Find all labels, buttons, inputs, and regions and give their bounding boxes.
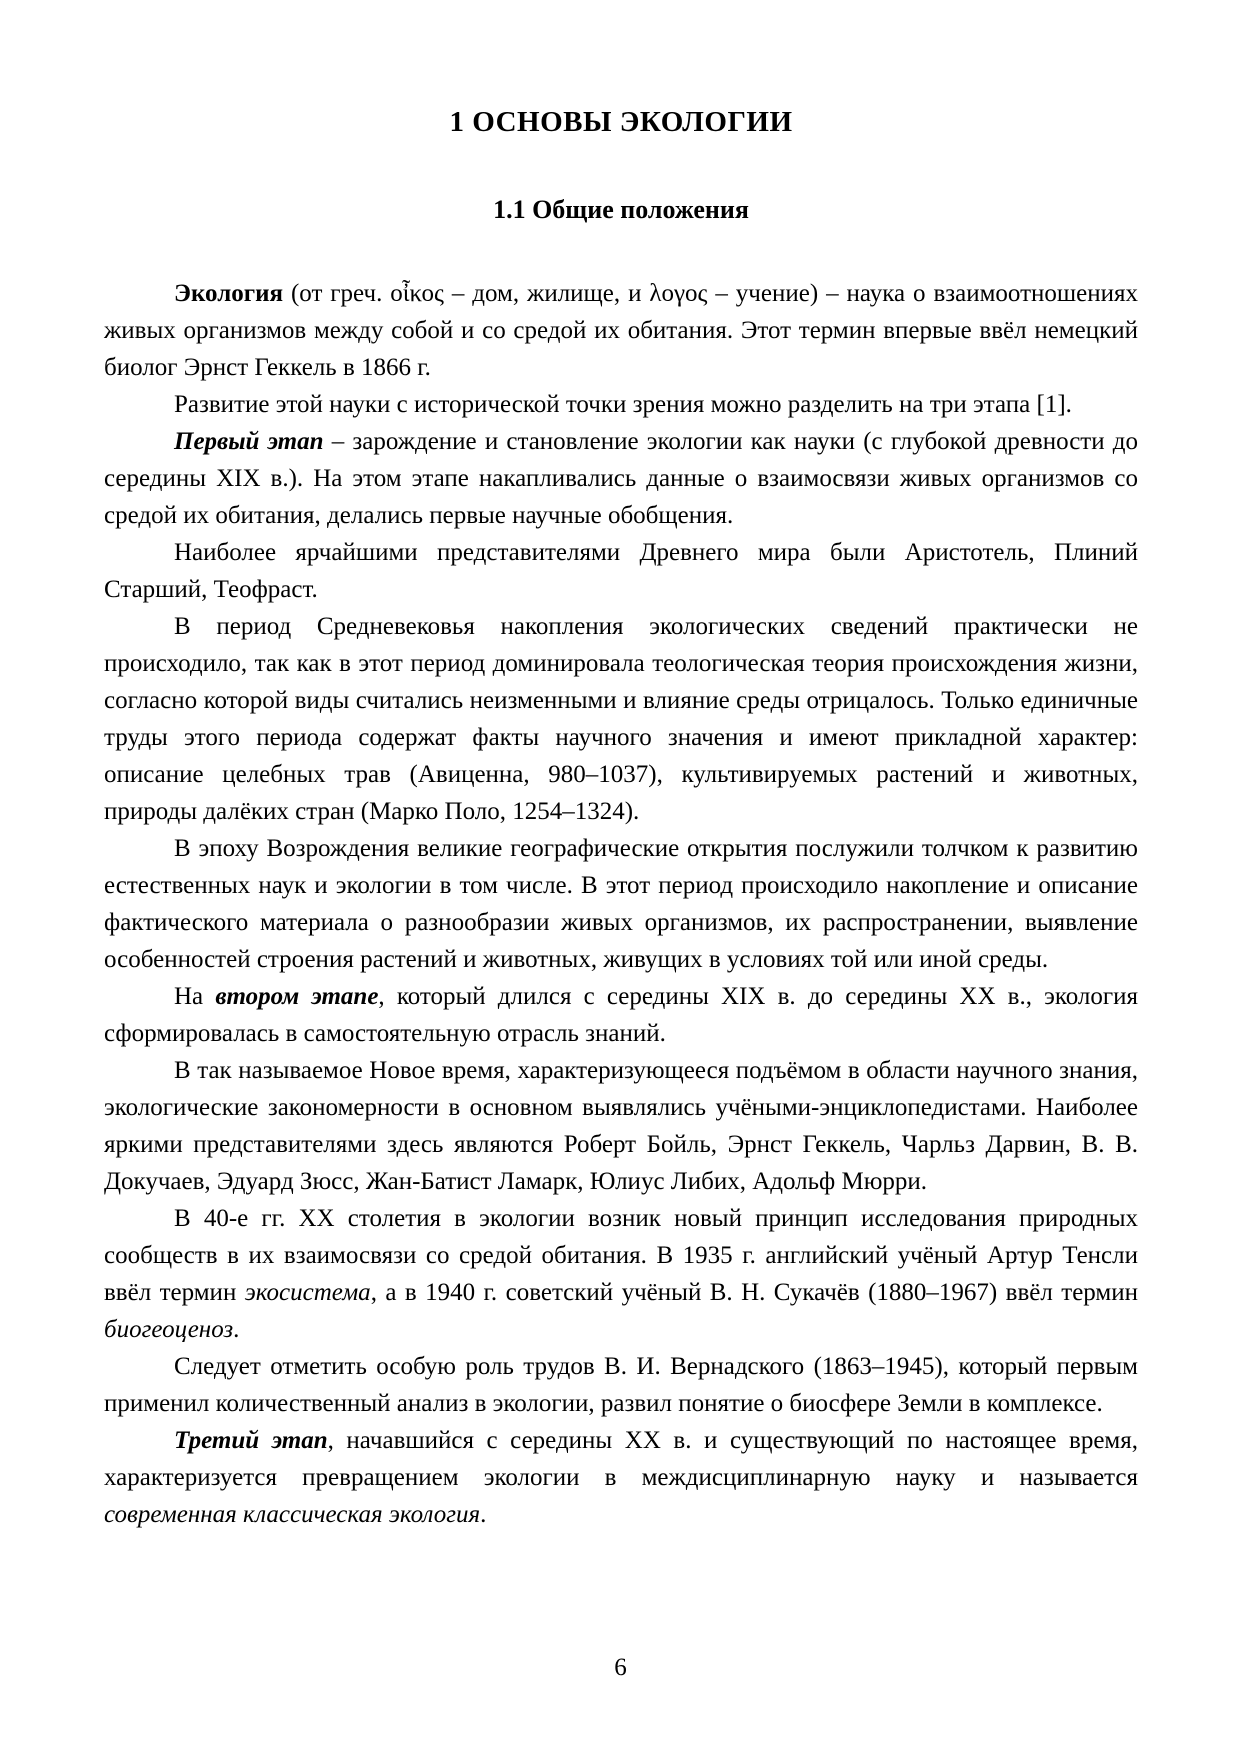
text-segment: Третий этап xyxy=(174,1427,328,1454)
text-segment: – зарождение и становление экологии как науки (с глубокой древности до середины XIX в.). На этом этапе накапливались данные о взаимосвязи живых организмов со средой их обитания, делались первые научные обобщения. xyxy=(104,428,1138,529)
paragraph xyxy=(104,423,1138,534)
text-segment: экосистема xyxy=(244,1279,371,1306)
paragraph xyxy=(104,608,1138,830)
paragraph xyxy=(104,1200,1138,1348)
paragraph xyxy=(104,275,1138,386)
text-segment: Следует отметить особую роль трудов В. И. Вернадского (1863–1945), который первым применил количественный анализ в экологии, развил понятие о биосфере Земли в комплексе. xyxy=(104,1353,1138,1417)
paragraph xyxy=(104,1052,1138,1200)
text-segment: Первый этап xyxy=(174,428,324,455)
text-segment: , начавшийся с середины XX в. и существующий по настоящее время, характеризуется превращением экологии в междисциплинарную науку и называется xyxy=(104,1427,1138,1491)
text-segment: (от греч. οἶκος – дом, жилище, и λογος – учение) – наука о взаимоотношениях живых организмов между собой и со средой их обитания. Этот термин впервые ввёл немецкий биолог Эрнст Геккель в 1866 г. xyxy=(104,280,1138,381)
text-segment: биогеоценоз xyxy=(104,1316,234,1343)
page-number: 6 xyxy=(614,1654,627,1681)
text-segment: Наиболее ярчайшими представителями Древнего мира были Аристотель, Плиний Старший, Теофраст. xyxy=(104,539,1138,603)
page-content xyxy=(104,0,1138,1533)
text-segment: Развитие этой науки с исторической точки зрения можно разделить на три этапа [1]. xyxy=(174,391,1072,418)
section-title: 1.1 Общие положения xyxy=(493,195,749,224)
paragraph xyxy=(104,386,1138,423)
text-segment: В так называемое Новое время, характеризующееся подъёмом в области научного знания, экологические закономерности в основном выявлялись учёными-энциклопедистами. Наиболее яркими представителями здесь являются Роберт Бойль, Эрнст Геккель, Чарльз Дарвин, В. В. Докучаев, Эдуард Зюсс, Жан-Батист Ламарк, Юлиус Либих, Адольф Мюрри. xyxy=(104,1057,1138,1195)
paragraph xyxy=(104,534,1138,608)
text-segment: втором этапе xyxy=(215,983,379,1010)
text-segment: Экология xyxy=(174,280,284,307)
text-segment: , а в 1940 г. советский учёный В. Н. Сукачёв (1880–1967) ввёл термин xyxy=(370,1279,1138,1306)
text-segment: На xyxy=(174,983,216,1010)
text-segment: . xyxy=(480,1501,487,1528)
text-segment: . xyxy=(233,1316,240,1343)
text-segment: современная классическая экология xyxy=(104,1501,481,1528)
paragraph xyxy=(104,1348,1138,1422)
body-text xyxy=(104,275,1138,1533)
text-segment: В период Средневековья накопления экологических сведений практически не происходило, так как в этот период доминировала теологическая теория происхождения жизни, согласно которой виды считались неизменными и влияние среды отрицалось. Только единичные труды этого периода содержат факты научного значения и имеют прикладной характер: описание целебных трав (Авиценна, 980–1037), культивируемых растений и животных, природы далёких стран (Марко Поло, 1254–1324). xyxy=(104,613,1138,825)
paragraph xyxy=(104,830,1138,978)
text-segment: , который длился с середины XIX в. до середины XX в., экология сформировалась в самостоятельную отрасль знаний. xyxy=(104,983,1138,1047)
paragraph xyxy=(104,1422,1138,1533)
text-segment: В 40-е гг. XX столетия в экологии возник новый принцип исследования природных сообществ в их взаимосвязи со средой обитания. В 1935 г. английский учёный Артур Тенсли ввёл термин xyxy=(104,1205,1138,1306)
chapter-title: 1 ОСНОВЫ ЭКОЛОГИИ xyxy=(449,106,793,138)
text-segment: В эпоху Возрождения великие географические открытия послужили толчком к развитию естественных наук и экологии в том числе. В этот период происходило накопление и описание фактического материала о разнообразии живых организмов, их распространении, выявление особенностей строения растений и животных, живущих в условиях той или иной среды. xyxy=(104,835,1138,973)
paragraph xyxy=(104,978,1138,1052)
